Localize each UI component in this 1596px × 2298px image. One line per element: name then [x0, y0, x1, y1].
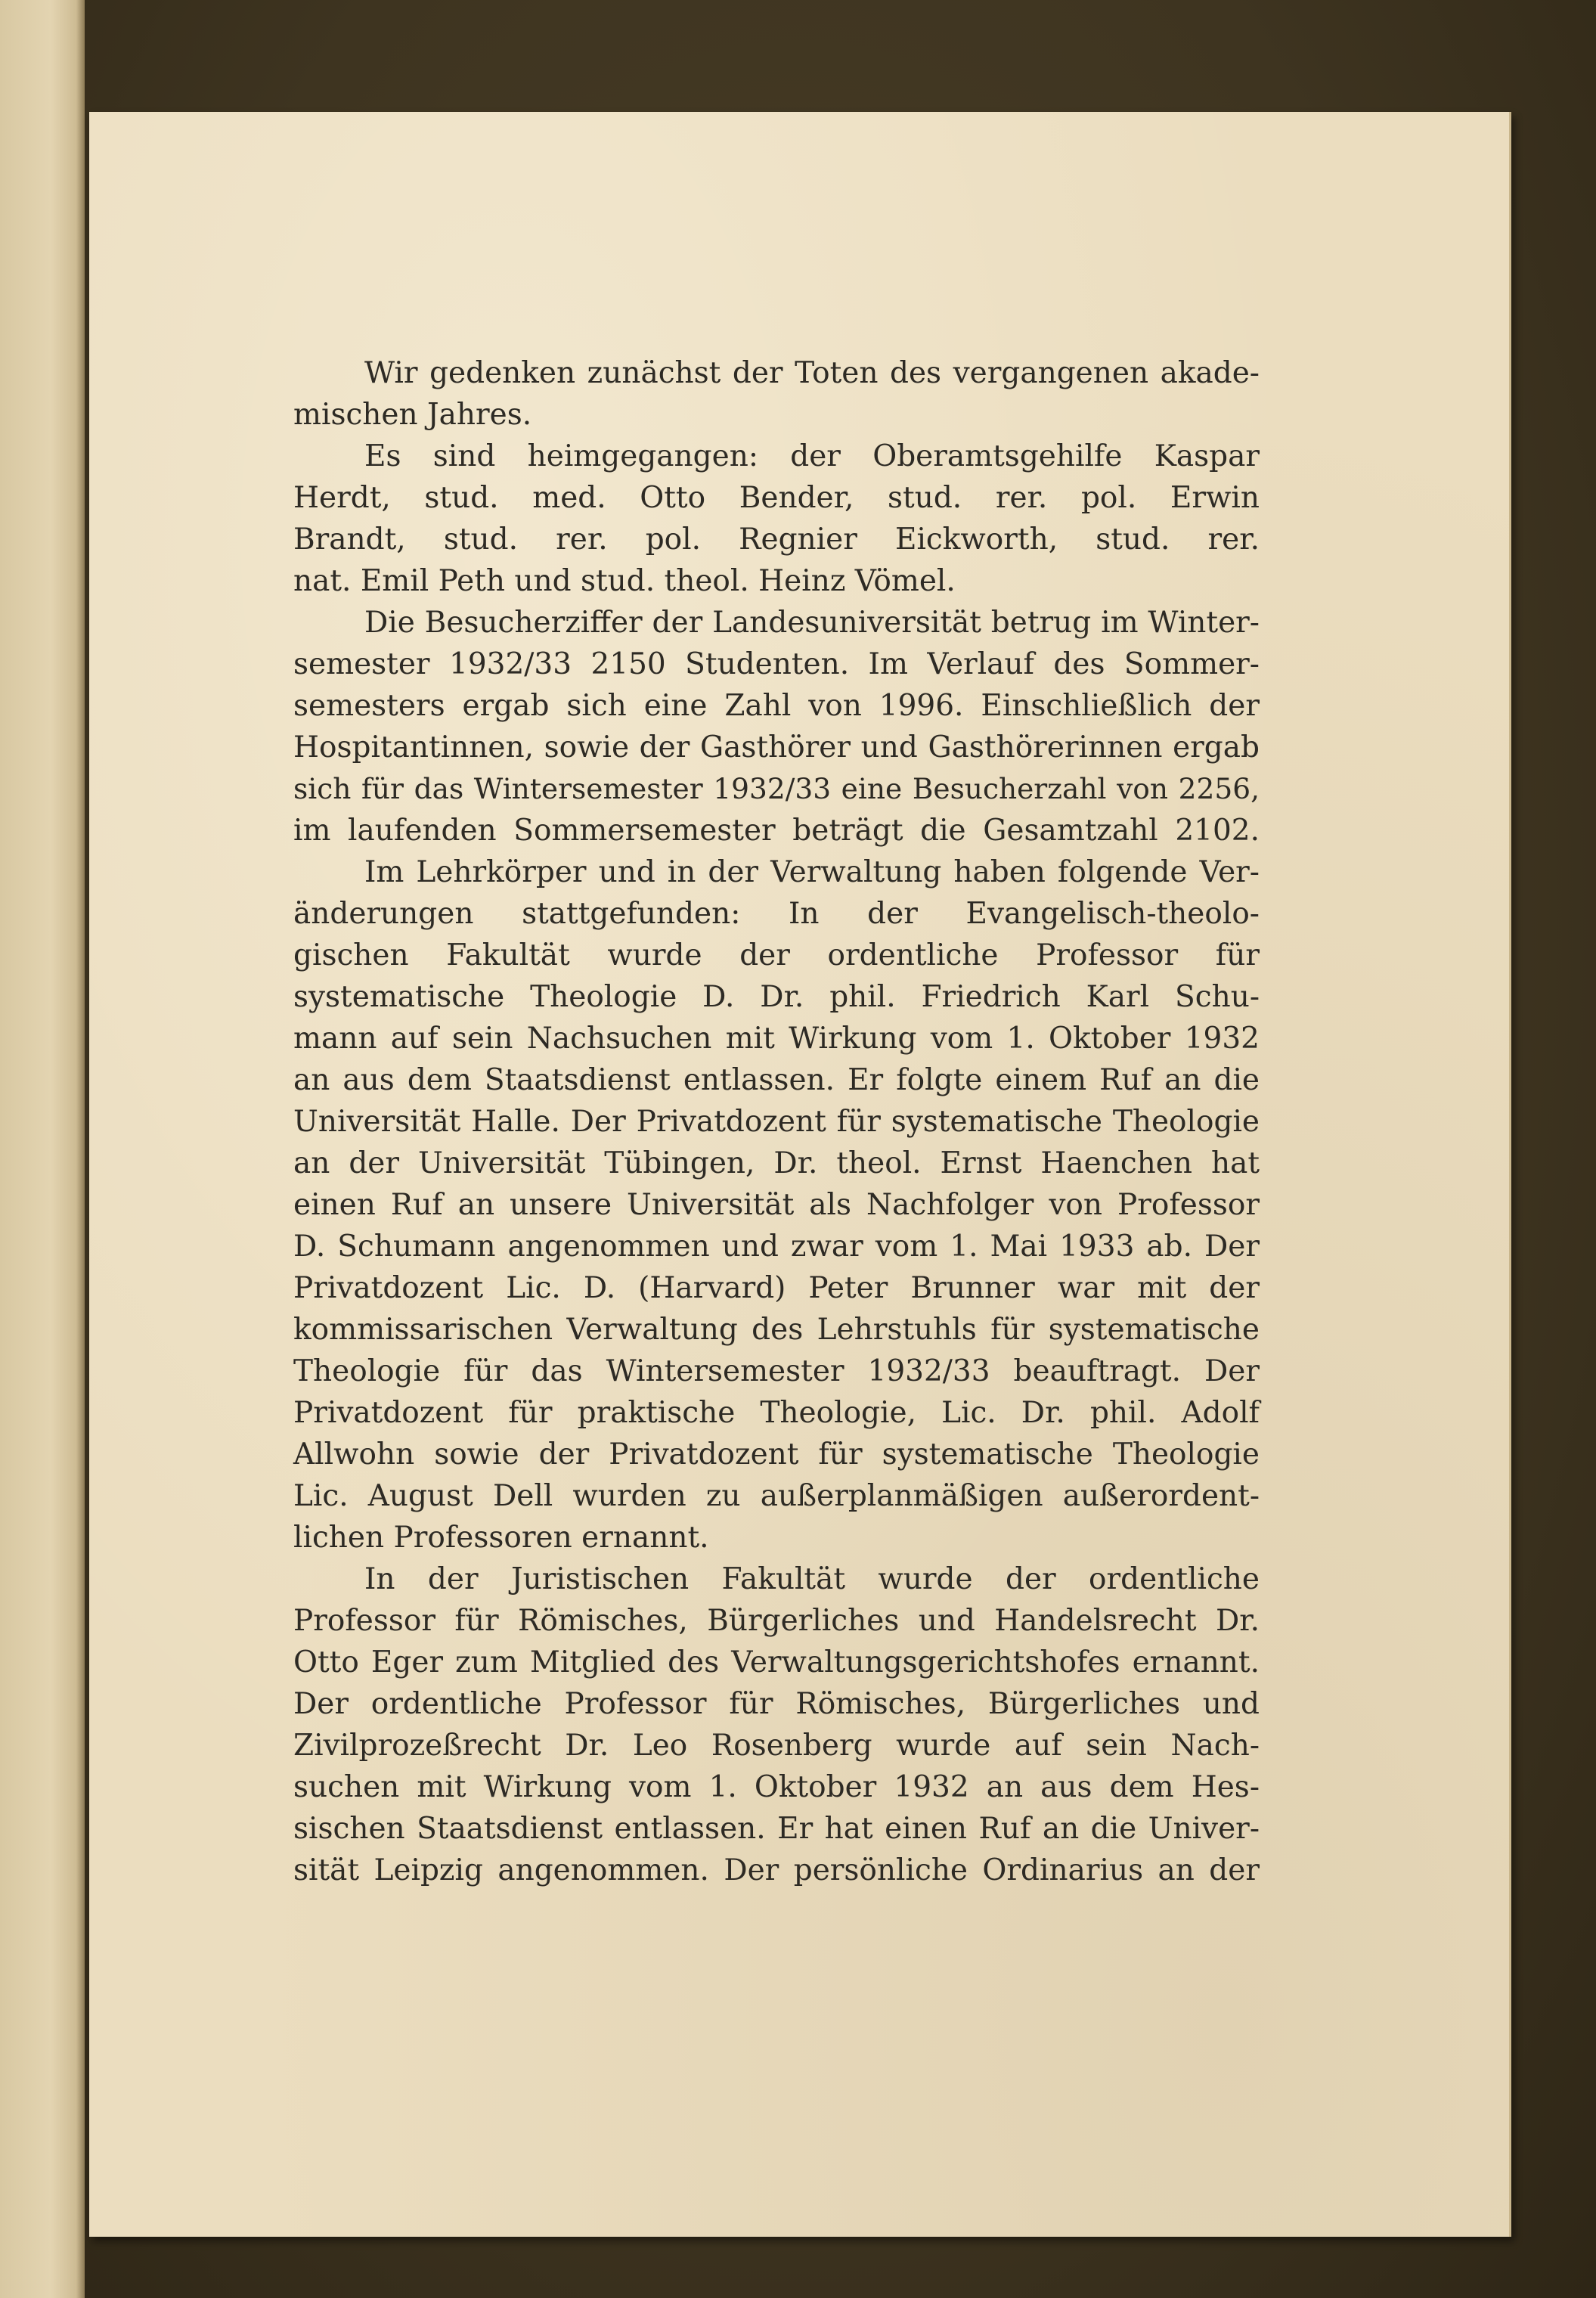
- text-line: Theologie für das Wintersemester 1932/33 beauftragt. Der: [293, 1354, 1260, 1388]
- body-text: [293, 352, 1260, 1891]
- text-line: suchen mit Wirkung vom 1. Oktober 1932 an aus dem Hes-: [293, 1770, 1260, 1804]
- text-line: im laufenden Sommersemester beträgt die Gesamtzahl 2102.: [293, 814, 1260, 848]
- text-line: systematische Theologie D. Dr. phil. Friedrich Karl Schu-: [293, 980, 1260, 1014]
- text-line: Hospitantinnen, sowie der Gasthörer und Gasthörerinnen ergab: [293, 730, 1260, 764]
- text-line: Allwohn sowie der Privatdozent für systematische Theologie: [293, 1437, 1260, 1472]
- text-line: an der Universität Tübingen, Dr. theol. Ernst Haenchen hat: [293, 1146, 1260, 1180]
- text-line: semester 1932/33 2150 Studenten. Im Verlauf des Sommer-: [293, 647, 1260, 681]
- text-line: Professor für Römisches, Bürgerliches und Handelsrecht Dr.: [293, 1604, 1260, 1638]
- paragraph-2: [293, 436, 1260, 602]
- text-line: Der ordentliche Professor für Römisches, Bürgerliches und: [293, 1687, 1260, 1721]
- text-line: Brandt, stud. rer. pol. Regnier Eickworth, stud. rer.: [293, 523, 1260, 557]
- paragraph-5: [293, 1558, 1260, 1891]
- text-line: In der Juristischen Fakultät wurde der ordentliche: [364, 1562, 1260, 1596]
- text-line: gischen Fakultät wurde der ordentliche Professor für: [293, 938, 1260, 972]
- text-line: Privatdozent für praktische Theologie, Lic. Dr. phil. Adolf: [293, 1396, 1260, 1430]
- text-line: Herdt, stud. med. Otto Bender, stud. rer. pol. Erwin: [293, 481, 1260, 515]
- paragraph-1: [293, 352, 1260, 436]
- text-line: änderungen stattgefunden: In der Evangelisch-theolo-: [293, 897, 1260, 931]
- text-line: semesters ergab sich eine Zahl von 1996. Einschließlich der: [293, 689, 1260, 723]
- text-line: sischen Staatsdienst entlassen. Er hat einen Ruf an die Univer-: [293, 1812, 1260, 1846]
- text-line: Wir gedenken zunächst der Toten des vergangenen akade-: [364, 356, 1260, 390]
- text-line: sich für das Wintersemester 1932/33 eine Besucherzahl von 2256,: [293, 772, 1260, 805]
- paragraph-3: [293, 602, 1260, 851]
- text-line: D. Schumann angenommen und zwar vom 1. Mai 1933 ab. Der: [293, 1230, 1260, 1264]
- text-line: Es sind heimgegangen: der Oberamtsgehilfe Kaspar: [364, 439, 1260, 473]
- text-line: an aus dem Staatsdienst entlassen. Er folgte einem Ruf an die: [293, 1063, 1260, 1097]
- text-line: nat. Emil Peth und stud. theol. Heinz Vömel.: [293, 564, 956, 598]
- paragraph-4: [293, 851, 1260, 1558]
- text-line: Im Lehrkörper und in der Verwaltung haben folgende Ver-: [364, 855, 1260, 889]
- text-line: mischen Jahres.: [293, 398, 532, 432]
- text-line: sität Leipzig angenommen. Der persönliche Ordinarius an der: [293, 1853, 1260, 1887]
- text-line: Lic. August Dell wurden zu außerplanmäßigen außerordent-: [293, 1479, 1260, 1513]
- text-line: kommissarischen Verwaltung des Lehrstuhls für systematische: [293, 1313, 1260, 1347]
- text-line: Zivilprozeßrecht Dr. Leo Rosenberg wurde auf sein Nach-: [293, 1729, 1260, 1763]
- text-line: Otto Eger zum Mitglied des Verwaltungsgerichtshofes ernannt.: [293, 1645, 1260, 1679]
- text-line: Privatdozent Lic. D. (Harvard) Peter Brunner war mit der: [293, 1271, 1260, 1305]
- text-line: lichen Professoren ernannt.: [293, 1521, 709, 1555]
- text-line: Universität Halle. Der Privatdozent für systematische Theologie: [293, 1105, 1260, 1139]
- text-line: mann auf sein Nachsuchen mit Wirkung vom 1. Oktober 1932: [293, 1022, 1260, 1056]
- text-line: Die Besucherziffer der Landesuniversität betrug im Winter-: [364, 606, 1260, 640]
- left-page-edge: [0, 0, 85, 2298]
- text-line: einen Ruf an unsere Universität als Nachfolger von Professor: [293, 1188, 1260, 1222]
